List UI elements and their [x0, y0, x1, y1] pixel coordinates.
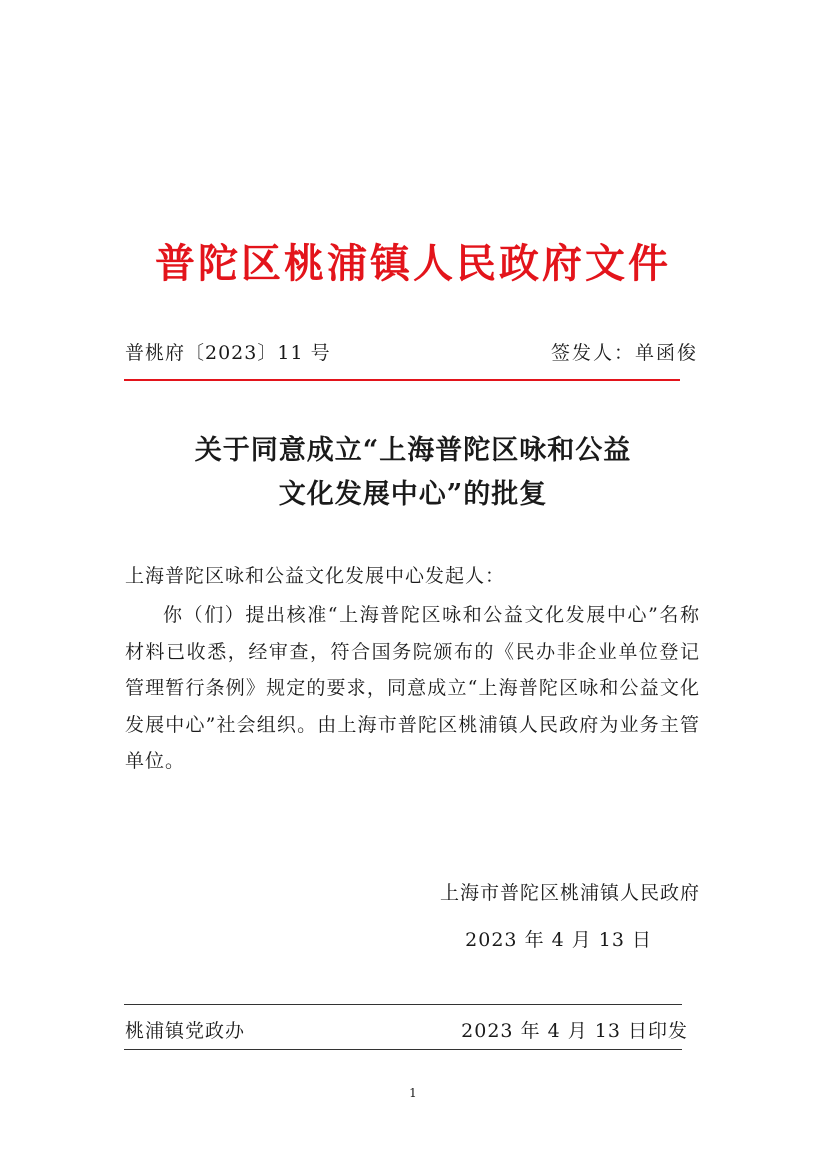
footer-issuing-office: 桃浦镇党政办 — [125, 1020, 246, 1042]
page-number: 1 — [409, 1086, 417, 1100]
signer-label: 签发人：单函俊 — [550, 342, 698, 364]
footer-top-rule — [124, 1004, 682, 1005]
red-divider — [124, 379, 680, 381]
issue-date: 2023 年 4 月 13 日 — [465, 929, 652, 951]
document-title-line-1: 关于同意成立“上海普陀区咏和公益 — [194, 435, 632, 466]
issuing-authority: 上海市普陀区桃浦镇人民政府 — [439, 882, 700, 904]
document-number: 普桃府〔2023〕11 号 — [125, 342, 331, 364]
body-paragraph: 你（们）提出核准“上海普陀区咏和公益文化发展中心”名称材料已收悉，经审查，符合国务院颁布的《民办非企业单位登记管理暂行条例》规定的要求，同意成立“上海普陀区咏和公益文化发展中心”社会组织。由上海市普陀区桃浦镇人民政府为业务主管单位。 — [125, 604, 700, 772]
document-title-line-2: 文化发展中心”的批复 — [278, 479, 548, 510]
footer-print-date: 2023 年 4 月 13 日印发 — [461, 1020, 688, 1042]
footer-bottom-rule — [124, 1049, 682, 1050]
addressee: 上海普陀区咏和公益文化发展中心发起人： — [125, 565, 506, 587]
document-masthead: 普陀区桃浦镇人民政府文件 — [155, 240, 671, 287]
